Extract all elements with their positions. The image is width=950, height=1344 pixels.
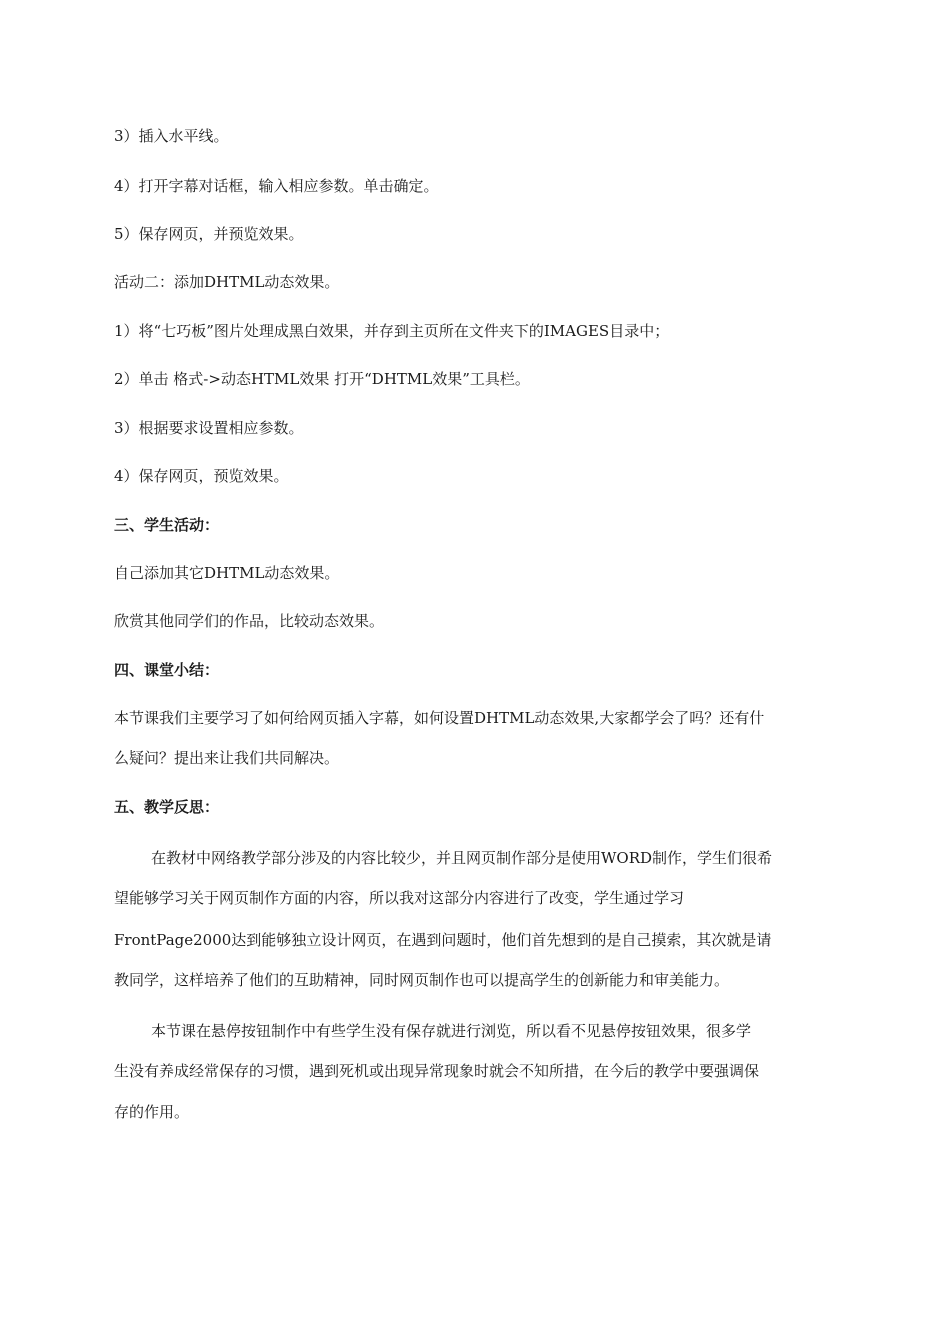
activity-one-step-5: 5）保存网页，并预览效果。: [114, 225, 304, 243]
activity-two-step-1: 1）将“七巧板”图片处理成黑白效果，并存到主页所在文件夹下的IMAGES目录中；: [114, 322, 670, 340]
summary-line-2: 么疑问？提出来让我们共同解决。: [114, 749, 340, 767]
summary-line-1: 本节课我们主要学习了如何给网页插入字幕，如何设置DHTML动态效果,大家都学会了吗？还有什: [114, 709, 765, 727]
reflection-para1-line-1: 在教材中网络教学部分涉及的内容比较少，并且网页制作部分是使用WORD制作，学生们很希: [151, 849, 773, 867]
section-heading-summary: 四、课堂小结：: [114, 661, 220, 679]
section-heading-student-activity: 三、学生活动：: [114, 516, 220, 534]
activity-one-step-4: 4）打开字幕对话框，输入相应参数。单击确定。: [114, 177, 439, 195]
student-activity-line-1: 自己添加其它DHTML动态效果。: [114, 564, 340, 582]
activity-one-step-3: 3）插入水平线。: [114, 127, 229, 145]
reflection-para2-line-1: 本节课在悬停按钮制作中有些学生没有保存就进行浏览，所以看不见悬停按钮效果，很多学: [151, 1022, 752, 1040]
activity-two-step-4: 4）保存网页，预览效果。: [114, 467, 289, 485]
activity-two-step-2: 2）单击 格式->动态HTML效果 打开“DHTML效果”工具栏。: [114, 370, 530, 388]
reflection-para1-line-4: 教同学，这样培养了他们的互助精神，同时网页制作也可以提高学生的创新能力和审美能力。: [114, 971, 730, 989]
section-heading-reflection: 五、教学反思：: [114, 798, 220, 816]
activity-two-title: 活动二：添加DHTML动态效果。: [114, 273, 340, 291]
reflection-para1-line-3: FrontPage2000达到能够独立设计网页，在遇到问题时，他们首先想到的是自己摸索，其次就是请: [114, 931, 772, 949]
reflection-para2-line-2: 生没有养成经常保存的习惯，遇到死机或出现异常现象时就会不知所措，在今后的教学中要强调保: [114, 1062, 760, 1080]
reflection-para2-line-3: 存的作用。: [114, 1103, 190, 1121]
student-activity-line-2: 欣赏其他同学们的作品，比较动态效果。: [114, 612, 385, 630]
reflection-para1-line-2: 望能够学习关于网页制作方面的内容，所以我对这部分内容进行了改变，学生通过学习: [114, 889, 685, 907]
activity-two-step-3: 3）根据要求设置相应参数。: [114, 419, 304, 437]
